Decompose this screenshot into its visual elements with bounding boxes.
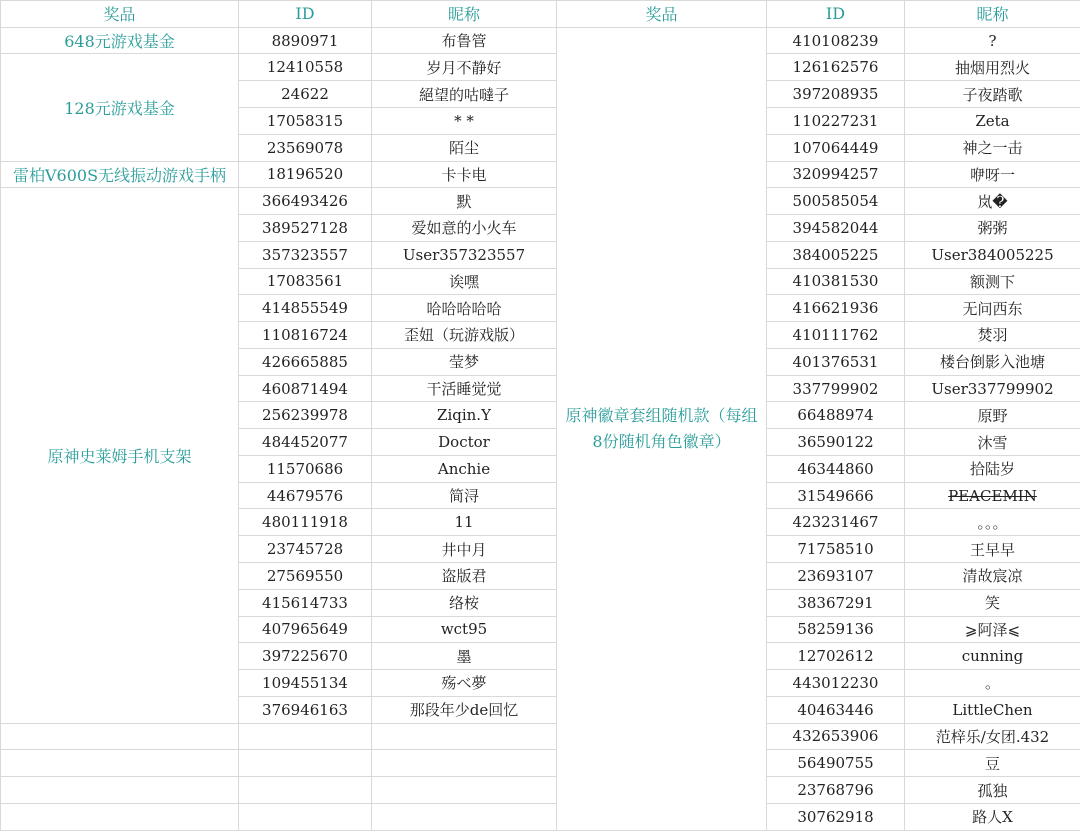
nickname-cell-right: 子夜踏歌 xyxy=(905,81,1080,108)
empty-cell xyxy=(1,750,239,777)
nickname-cell-right: 王早早 xyxy=(905,536,1080,563)
nickname-cell-left: 絕望的咕噠子 xyxy=(372,81,557,108)
nickname-cell-left: 诶嘿 xyxy=(372,268,557,295)
id-cell-right: 40463446 xyxy=(767,696,905,723)
nickname-cell-right: 岚� xyxy=(905,188,1080,215)
nickname-cell-left: 井中月 xyxy=(372,536,557,563)
prize-cell-left: 648元游戏基金 xyxy=(1,27,239,54)
nickname-cell-left: 干活睡觉觉 xyxy=(372,375,557,402)
nickname-cell-right: 焚羽 xyxy=(905,322,1080,349)
table-row xyxy=(1,54,1080,81)
nickname-cell-left: 莹梦 xyxy=(372,348,557,375)
id-cell-right: 432653906 xyxy=(767,723,905,750)
id-cell-right: 423231467 xyxy=(767,509,905,536)
table-row xyxy=(1,803,1080,830)
nickname-cell-left: * * xyxy=(372,107,557,134)
nickname-cell-left: 岁月不静好 xyxy=(372,54,557,81)
id-cell-right: 394582044 xyxy=(767,215,905,242)
nickname-cell-left: 哈哈哈哈哈 xyxy=(372,295,557,322)
id-cell-left: 389527128 xyxy=(239,215,372,242)
nickname-cell-left: Ziqin.Y xyxy=(372,402,557,429)
prize-cell-left: 128元游戏基金 xyxy=(1,54,239,161)
nickname-cell-right: 额测下 xyxy=(905,268,1080,295)
nickname-cell-left xyxy=(372,750,557,777)
nickname-cell-right: 粥粥 xyxy=(905,215,1080,242)
nickname-cell-left: 盗版君 xyxy=(372,563,557,590)
nickname-cell-left: 络桉 xyxy=(372,589,557,616)
id-cell-left: 415614733 xyxy=(239,589,372,616)
id-cell-left: 256239978 xyxy=(239,402,372,429)
nickname-cell-left: 墨 xyxy=(372,643,557,670)
id-cell-left: 27569550 xyxy=(239,563,372,590)
id-cell-left: 460871494 xyxy=(239,375,372,402)
nickname-cell-left: 11 xyxy=(372,509,557,536)
id-cell-left: 480111918 xyxy=(239,509,372,536)
nickname-cell-left xyxy=(372,723,557,750)
nickname-cell-left: 卡卡电 xyxy=(372,161,557,188)
id-cell-right: 46344860 xyxy=(767,455,905,482)
id-cell-left: 12410558 xyxy=(239,54,372,81)
nickname-cell-left: 那段年少de回忆 xyxy=(372,696,557,723)
id-cell-right: 30762918 xyxy=(767,803,905,830)
id-cell-left: 23569078 xyxy=(239,134,372,161)
id-cell-left: 357323557 xyxy=(239,241,372,268)
nickname-cell-left: 陌尘 xyxy=(372,134,557,161)
id-cell-right: 38367291 xyxy=(767,589,905,616)
id-cell-right: 31549666 xyxy=(767,482,905,509)
id-cell-right: 36590122 xyxy=(767,429,905,456)
nickname-cell-right: 。。。 xyxy=(905,509,1080,536)
table-row xyxy=(1,27,1080,54)
nickname-cell-right: 咿呀一 xyxy=(905,161,1080,188)
id-cell-right: 110227231 xyxy=(767,107,905,134)
nickname-cell-right: 笑 xyxy=(905,589,1080,616)
table-row xyxy=(1,188,1080,215)
id-cell-left: 8890971 xyxy=(239,27,372,54)
id-cell-right: 58259136 xyxy=(767,616,905,643)
nickname-cell-right: ⩾阿泽⩽ xyxy=(905,616,1080,643)
id-cell-left: 426665885 xyxy=(239,348,372,375)
id-cell-left: 414855549 xyxy=(239,295,372,322)
id-cell-left: 407965649 xyxy=(239,616,372,643)
nickname-cell-right: User384005225 xyxy=(905,241,1080,268)
nickname-cell-left: Anchie xyxy=(372,455,557,482)
id-cell-right: 416621936 xyxy=(767,295,905,322)
nickname-cell-right: Zeta xyxy=(905,107,1080,134)
id-cell-left xyxy=(239,750,372,777)
nickname-cell-right: User337799902 xyxy=(905,375,1080,402)
empty-cell xyxy=(1,777,239,804)
id-cell-left: 397225670 xyxy=(239,643,372,670)
nickname-cell-right: LittleChen xyxy=(905,696,1080,723)
nickname-cell-left: 爱如意的小火车 xyxy=(372,215,557,242)
id-cell-right: 23768796 xyxy=(767,777,905,804)
id-cell-right: 23693107 xyxy=(767,563,905,590)
prize-cell-right: 原神徽章套组随机款（每组8份随机角色徽章） xyxy=(557,27,767,830)
id-cell-right: 337799902 xyxy=(767,375,905,402)
id-cell-right: 107064449 xyxy=(767,134,905,161)
id-cell-left: 366493426 xyxy=(239,188,372,215)
table-row xyxy=(1,750,1080,777)
id-cell-right: 500585054 xyxy=(767,188,905,215)
header-nickname-left: 昵称 xyxy=(372,1,557,28)
prize-cell-left: 原神史莱姆手机支架 xyxy=(1,188,239,723)
id-cell-left: 18196520 xyxy=(239,161,372,188)
nickname-cell-right: 无问西东 xyxy=(905,295,1080,322)
nickname-cell-right: 拾陆岁 xyxy=(905,455,1080,482)
table-row xyxy=(1,723,1080,750)
nickname-cell-right: 范梓乐/女团.432 xyxy=(905,723,1080,750)
nickname-cell-right: 楼台倒影入池塘 xyxy=(905,348,1080,375)
id-cell-left: 376946163 xyxy=(239,696,372,723)
nickname-cell-left: 默 xyxy=(372,188,557,215)
id-cell-left: 24622 xyxy=(239,81,372,108)
id-cell-right: 66488974 xyxy=(767,402,905,429)
header-row xyxy=(1,1,1080,28)
id-cell-left: 17083561 xyxy=(239,268,372,295)
nickname-cell-right: 豆 xyxy=(905,750,1080,777)
nickname-cell-right: PEACEMIN xyxy=(905,482,1080,509)
header-prize-left: 奖品 xyxy=(1,1,239,28)
empty-cell xyxy=(1,723,239,750)
id-cell-right: 12702612 xyxy=(767,643,905,670)
nickname-cell-left: User357323557 xyxy=(372,241,557,268)
id-cell-left xyxy=(239,803,372,830)
id-cell-right: 410111762 xyxy=(767,322,905,349)
nickname-cell-right: 。 xyxy=(905,670,1080,697)
id-cell-left: 109455134 xyxy=(239,670,372,697)
nickname-cell-right: 孤独 xyxy=(905,777,1080,804)
nickname-cell-left: 布鲁管 xyxy=(372,27,557,54)
nickname-cell-left xyxy=(372,777,557,804)
header-nickname-right: 昵称 xyxy=(905,1,1080,28)
id-cell-right: 397208935 xyxy=(767,81,905,108)
id-cell-right: 56490755 xyxy=(767,750,905,777)
empty-cell xyxy=(1,803,239,830)
id-cell-right: 71758510 xyxy=(767,536,905,563)
id-cell-left: 484452077 xyxy=(239,429,372,456)
id-cell-right: 443012230 xyxy=(767,670,905,697)
id-cell-left xyxy=(239,723,372,750)
nickname-cell-right: 抽烟用烈火 xyxy=(905,54,1080,81)
nickname-cell-left: 歪妞（玩游戏版） xyxy=(372,322,557,349)
nickname-cell-left: 简浔 xyxy=(372,482,557,509)
id-cell-right: 126162576 xyxy=(767,54,905,81)
id-cell-right: 410108239 xyxy=(767,27,905,54)
id-cell-left xyxy=(239,777,372,804)
nickname-cell-right: 原野 xyxy=(905,402,1080,429)
id-cell-left: 110816724 xyxy=(239,322,372,349)
id-cell-right: 401376531 xyxy=(767,348,905,375)
id-cell-left: 23745728 xyxy=(239,536,372,563)
id-cell-right: 320994257 xyxy=(767,161,905,188)
nickname-cell-left: Doctor xyxy=(372,429,557,456)
header-id-left: ID xyxy=(239,1,372,28)
nickname-cell-right: 路人X xyxy=(905,803,1080,830)
table-row xyxy=(1,161,1080,188)
id-cell-right: 384005225 xyxy=(767,241,905,268)
header-id-right: ID xyxy=(767,1,905,28)
nickname-cell-right: 神之一击 xyxy=(905,134,1080,161)
header-prize-right: 奖品 xyxy=(557,1,767,28)
nickname-cell-right: ? xyxy=(905,27,1080,54)
id-cell-right: 410381530 xyxy=(767,268,905,295)
table-row xyxy=(1,777,1080,804)
nickname-cell-right: 沐雪 xyxy=(905,429,1080,456)
id-cell-left: 44679576 xyxy=(239,482,372,509)
id-cell-left: 17058315 xyxy=(239,107,372,134)
nickname-cell-left: wct95 xyxy=(372,616,557,643)
prize-cell-left: 雷柏V600S无线振动游戏手柄 xyxy=(1,161,239,188)
nickname-cell-left xyxy=(372,803,557,830)
nickname-cell-right: cunning xyxy=(905,643,1080,670)
id-cell-left: 11570686 xyxy=(239,455,372,482)
nickname-cell-left: 殇べ夢 xyxy=(372,670,557,697)
nickname-cell-right: 清故宸凉 xyxy=(905,563,1080,590)
